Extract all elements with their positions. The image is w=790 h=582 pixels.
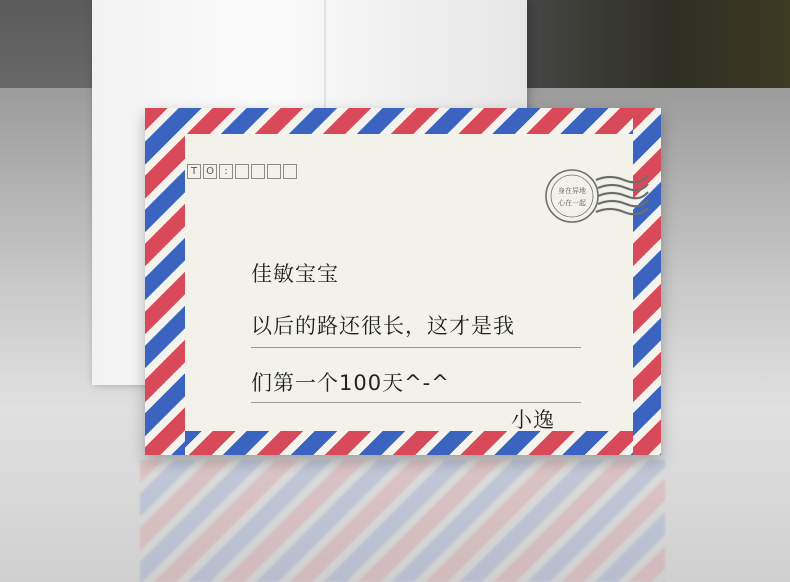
- airmail-border-right: [633, 108, 661, 455]
- airmail-border-bottom: [145, 431, 661, 455]
- airmail-postcard: [145, 108, 661, 455]
- zip-box: T: [187, 164, 201, 179]
- zip-box: [283, 164, 297, 179]
- postmark-line1: 身在异地: [558, 187, 586, 195]
- message-line-3: 们第一个100天^-^: [251, 371, 450, 395]
- zip-box: [235, 164, 249, 179]
- zip-box: O: [203, 164, 217, 179]
- message-line-2: 以后的路还很长，这才是我: [251, 314, 515, 338]
- airmail-border-left: [145, 108, 185, 455]
- postmark-stamp: [530, 162, 650, 232]
- postcard-reflection: [140, 460, 665, 582]
- writing-rule-2: [251, 402, 581, 403]
- paper-crease: [324, 0, 326, 120]
- postcard-writing-area: [185, 134, 633, 431]
- zip-code-boxes: [187, 164, 297, 179]
- airmail-border-top: [145, 108, 661, 134]
- zip-box: [267, 164, 281, 179]
- writing-rule-1: [251, 347, 581, 348]
- background-dark-area: [520, 0, 790, 95]
- zip-box: :: [219, 164, 233, 179]
- postmark-line2: 心在一起: [558, 199, 586, 207]
- zip-box: [251, 164, 265, 179]
- signature: 小逸: [511, 408, 555, 432]
- message-line-1: 佳敏宝宝: [251, 262, 339, 286]
